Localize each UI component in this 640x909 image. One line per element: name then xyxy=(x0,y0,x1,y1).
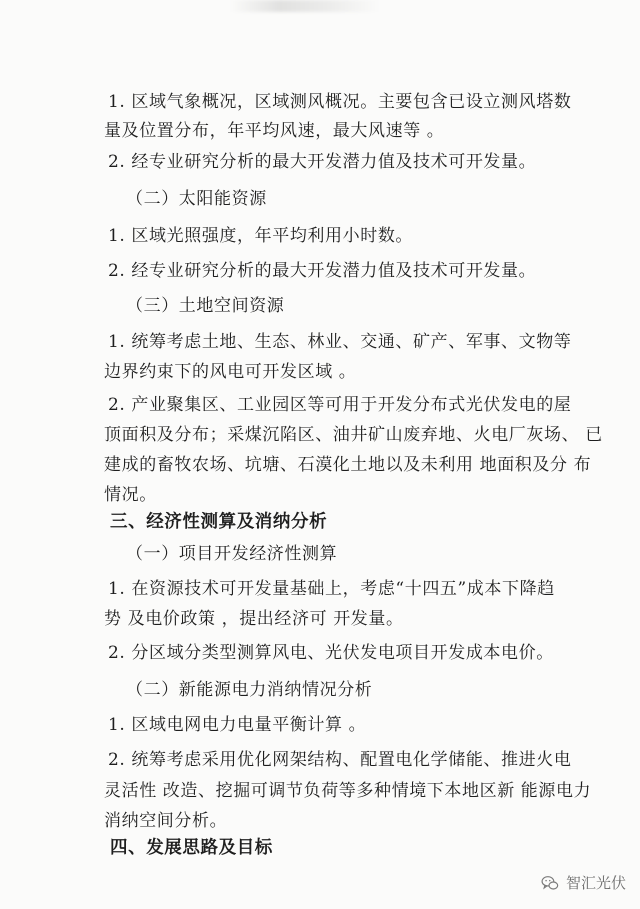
scan-header-mark xyxy=(230,0,380,12)
section-subheading: （一）项目开发经济性测算 xyxy=(126,544,338,564)
text-line: 1. 区域电网电力电量平衡计算 。 xyxy=(108,715,367,735)
text-line: 量及位置分布，年平均风速，最大风速等 。 xyxy=(104,121,445,141)
text-line: 2. 统筹考虑采用优化网架结构、配置电化学储能、推进火电 xyxy=(108,750,572,770)
text-line: 1. 在资源技术可开发量基础上，考虑“十四五”成本下降趋 xyxy=(108,579,555,599)
text-line: 顶面积及分布；采煤沉陷区、油井矿山废弃地、火电厂灰场、 已 xyxy=(104,425,603,445)
section-subheading: （二）新能源电力消纳情况分析 xyxy=(126,680,373,700)
section-subheading: （二）太阳能资源 xyxy=(126,189,267,209)
text-line: 建成的畜牧农场、坑塘、石漠化土地以及未利用 地面积及分 布 xyxy=(104,455,592,475)
wechat-icon xyxy=(540,873,560,893)
section-subheading: （三）土地空间资源 xyxy=(126,296,285,316)
text-line: 2. 经专业研究分析的最大开发潜力值及技术可开发量。 xyxy=(108,152,537,172)
watermark-text: 智汇光伏 xyxy=(565,874,626,892)
text-line: 灵活性 改造、挖掘可调节负荷等多种情境下本地区新 能源电力 xyxy=(104,781,592,801)
text-line: 1. 统筹考虑土地、生态、林业、交通、矿产、军事、文物等 xyxy=(108,332,572,352)
text-line: 1. 区域光照强度，年平均利用小时数。 xyxy=(108,226,414,246)
text-line: 情况。 xyxy=(104,485,157,505)
text-line: 势 及电价政策 ，提出经济可 开发量。 xyxy=(104,609,404,629)
watermark xyxy=(540,872,626,893)
text-line: 1. 区域气象概况，区域测风概况。主要包含已设立测风塔数 xyxy=(108,92,572,112)
section-heading: 四、发展思路及目标 xyxy=(110,838,273,858)
text-line: 消纳空间分析。 xyxy=(104,811,228,831)
text-line: 2. 产业聚集区、工业园区等可用于开发分布式光伏发电的屋 xyxy=(108,395,572,415)
text-line: 2. 经专业研究分析的最大开发潜力值及技术可开发量。 xyxy=(108,261,537,281)
section-heading: 三、经济性测算及消纳分析 xyxy=(110,512,328,532)
text-line: 边界约束下的风电可开发区域 。 xyxy=(104,362,357,382)
text-line: 2. 分区域分类型测算风电、光伏发电项目开发成本电价。 xyxy=(108,643,554,663)
